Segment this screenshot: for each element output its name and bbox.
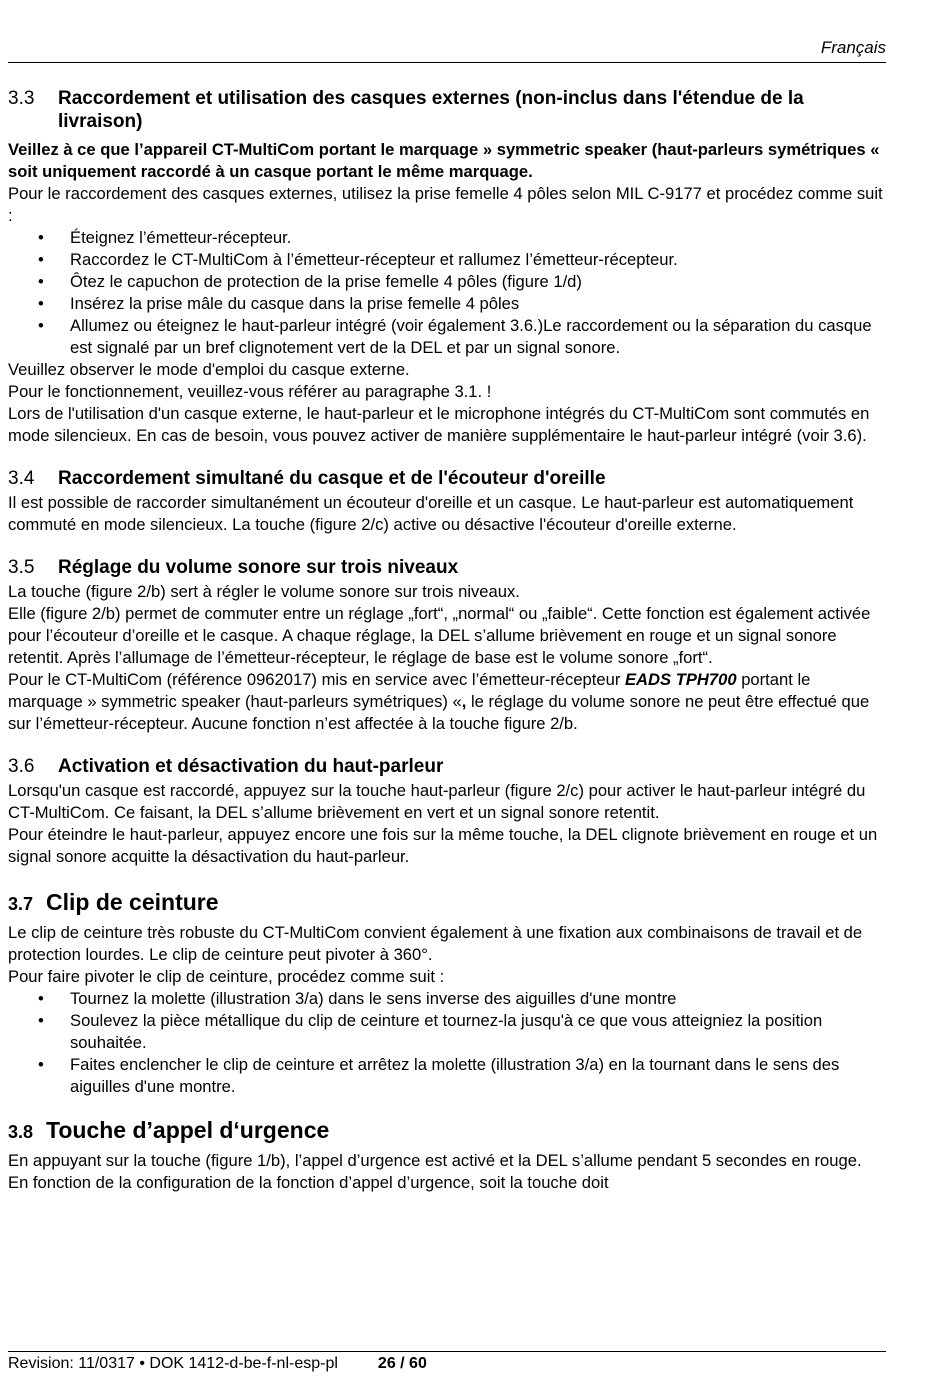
section-3-6-p1: Lorsqu'un casque est raccordé, appuyez sur la touche haut-parleur (figure 2/c) pour activer le haut-parleur intégré du CT-MultiCom. Ce faisant, la DEL s’allume brièvement en vert et un signal sonore retentit. <box>8 781 866 822</box>
section-3-5-p3 <box>8 669 886 735</box>
footer-revision: Revision: 11/0317 • DOK 1412-d-be-f-nl-esp-pl <box>8 1355 338 1372</box>
list-item: • Ôtez le capuchon de protection de la prise femelle 4 pôles (figure 1/d) <box>8 271 886 293</box>
section-3-3-heading <box>8 87 886 133</box>
section-3-8-p1: En appuyant sur la touche (figure 1/b), l’appel d’urgence est activé et la DEL s’allume pendant 5 secondes en rouge. En fonction de la configuration de la fonction d’appel d’urgence, soit la touche doit <box>8 1151 862 1192</box>
text-run: Pour le CT-MultiCom (référence 0962017) mis en service avec l’émetteur-récepteur <box>8 670 625 689</box>
section-title: Réglage du volume sonore sur trois niveaux <box>58 557 459 578</box>
section-title: Raccordement et utilisation des casques externes (non-inclus dans l'étendue de la livraison) <box>58 88 804 132</box>
section-3-4-heading <box>8 467 886 490</box>
section-title: Activation et désactivation du haut-parleur <box>58 756 444 777</box>
page-footer <box>8 1355 427 1373</box>
list-item: • Insérez la prise mâle du casque dans la prise femelle 4 pôles <box>8 293 886 315</box>
header-language: Français <box>820 38 886 57</box>
text-run: portant le marquage » symmetric speaker (haut-parleurs symétriques) « <box>8 670 811 711</box>
section-3-6-heading <box>8 755 886 778</box>
list-item: • Allumez ou éteignez le haut-parleur intégré (voir également 3.6.)Le raccordement ou la séparation du casque est signalé par un bref clignotement vert de la DEL et par un signal sonore. <box>8 315 886 359</box>
list-item: • Faites enclencher le clip de ceinture et arrêtez la molette (illustration 3/a) en la tournant dans le sens des aiguilles d'une montre. <box>8 1054 886 1098</box>
section-number: 3.7 <box>8 894 34 914</box>
section-3-3-p2: Pour le fonctionnement, veuillez-vous référer au paragraphe 3.1. ! <box>8 382 492 401</box>
section-number: 3.4 <box>8 468 35 489</box>
section-3-3-bold-note: Veillez à ce que l’appareil CT-MultiCom portant le marquage » symmetric speaker (haut-parleurs symétriques « soit uniquement raccordé à un casque portant le même marquage. <box>8 140 880 181</box>
page-number: 26 / 60 <box>377 1355 427 1372</box>
section-3-5-p2: Elle (figure 2/b) permet de commuter entre un réglage „fort“, „normal“ ou „faible“. Cette fonction est également activée pour l’écouteur d’oreille et le casque. A chaque réglage, la DEL s’allume brièvement en rouge et un signal sonore retentit. Après l’allumage de l’émetteur-récepteur, le réglage de base est le volume sonore „fort“. <box>8 604 871 667</box>
section-number: 3.5 <box>8 557 35 578</box>
section-3-4-p1: Il est possible de raccorder simultanément un écouteur d'oreille et un casque. Le haut-parleur est automatiquement commuté en mode silencieux. La touche (figure 2/c) active ou désactive l'écouteur d'oreille externe. <box>8 493 854 534</box>
page-content <box>8 87 886 1194</box>
section-title: Touche d’appel d‘urgence <box>46 1117 330 1143</box>
section-3-3-steps <box>8 227 886 359</box>
text-run: le réglage du volume sonore ne peut être effectué que sur l’émetteur-récepteur. Aucune fonction n’est affectée à la touche figure 2/b. <box>8 692 870 733</box>
list-item: • Raccordez le CT-MultiCom à l’émetteur-récepteur et rallumez l’émetteur-récepteur. <box>8 249 886 271</box>
section-title: Raccordement simultané du casque et de l'écouteur d'oreille <box>58 468 606 489</box>
text-run: , <box>461 692 467 711</box>
section-3-5-heading <box>8 556 886 579</box>
list-item: • Éteignez l’émetteur-récepteur. <box>8 227 886 249</box>
section-3-3-p3: Lors de l'utilisation d'un casque externe, le haut-parleur et le microphone intégrés du CT-MultiCom sont commutés en mode silencieux. En cas de besoin, vous pouvez activer de manière supplémentaire le haut-parleur intégré (voir 3.6). <box>8 404 870 445</box>
section-3-8-heading <box>8 1116 886 1146</box>
section-3-3-p1: Veuillez observer le mode d'emploi du casque externe. <box>8 360 410 379</box>
section-3-7-p2: Pour faire pivoter le clip de ceinture, procédez comme suit : <box>8 967 445 986</box>
section-3-7-p1: Le clip de ceinture très robuste du CT-MultiCom convient également à une fixation aux combinaisons de travail et de protection lourdes. Le clip de ceinture peut pivoter à 360°. <box>8 923 863 964</box>
section-3-3-intro: Pour le raccordement des casques externes, utilisez la prise femelle 4 pôles selon MIL C-9177 et procédez comme suit : <box>8 184 883 225</box>
section-title: Clip de ceinture <box>46 889 219 915</box>
product-name: EADS TPH700 <box>624 670 737 689</box>
footer-divider <box>8 1351 886 1352</box>
section-3-6-p2: Pour éteindre le haut-parleur, appuyez encore une fois sur la même touche, la DEL clignote brièvement en rouge et un signal sonore acquitte la désactivation du haut-parleur. <box>8 825 878 866</box>
list-item: • Soulevez la pièce métallique du clip de ceinture et tournez-la jusqu'à ce que vous atteigniez la position souhaitée. <box>8 1010 886 1054</box>
section-3-5-p1: La touche (figure 2/b) sert à régler le volume sonore sur trois niveaux. <box>8 582 520 601</box>
section-number: 3.3 <box>8 88 35 109</box>
section-3-7-steps <box>8 988 886 1098</box>
header-divider <box>8 62 886 63</box>
section-number: 3.6 <box>8 756 35 777</box>
list-item: • Tournez la molette (illustration 3/a) dans le sens inverse des aiguilles d'une montre <box>8 988 886 1010</box>
section-number: 3.8 <box>8 1122 34 1142</box>
section-3-7-heading <box>8 888 886 918</box>
